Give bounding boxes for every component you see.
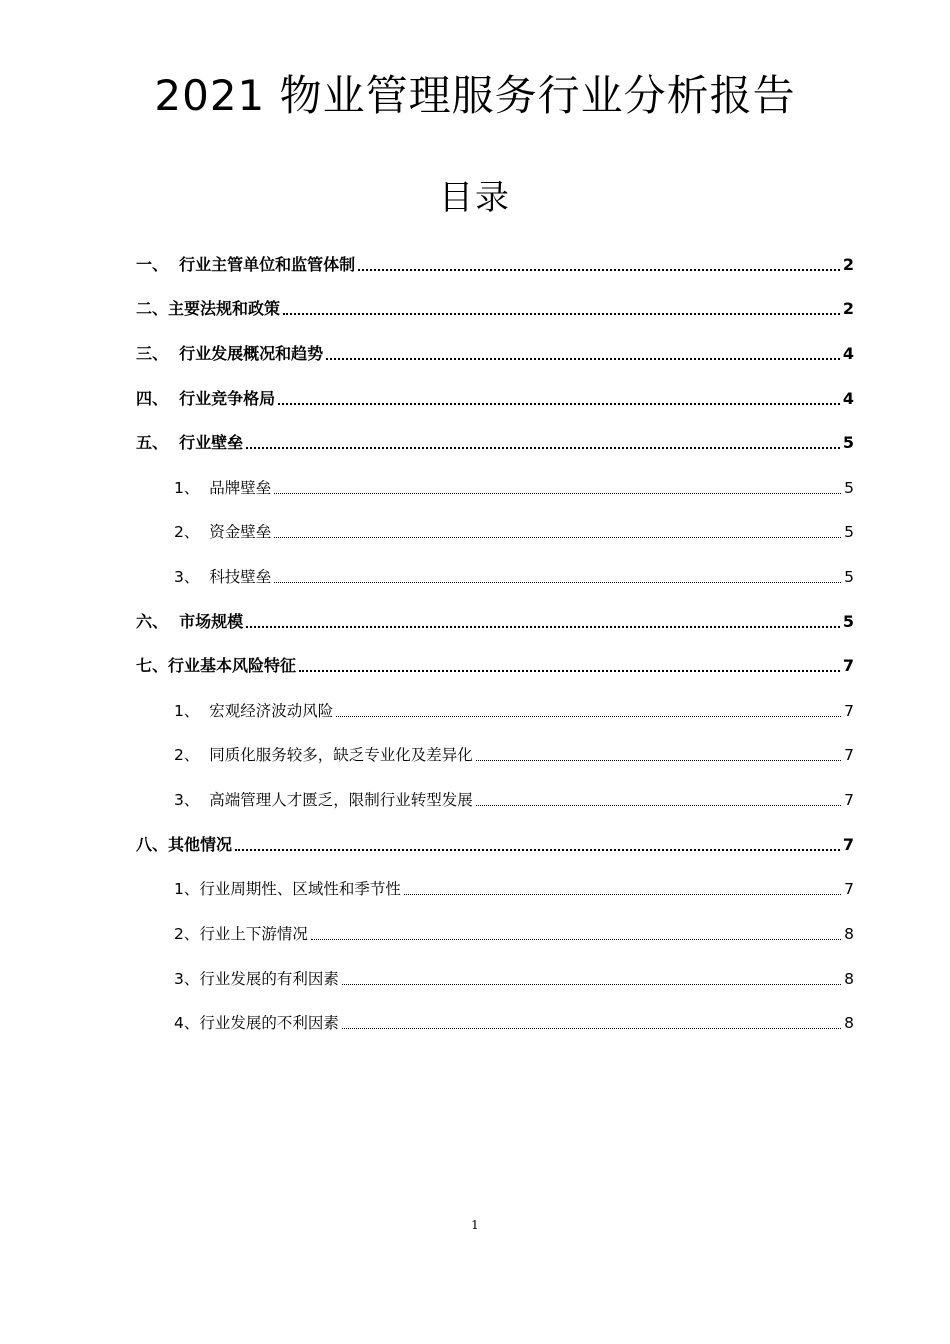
toc-entry-number: 4、 <box>174 1014 200 1032</box>
toc-entry-number: 3、 <box>174 791 210 809</box>
toc-entry-number: 3、 <box>174 568 210 586</box>
toc-entry-page: 4 <box>842 389 854 408</box>
toc-entry-label: 行业竞争格局 <box>179 389 276 408</box>
toc-entry-number: 1、 <box>174 702 210 720</box>
toc-heading: 目录 <box>439 178 511 218</box>
toc-leader <box>246 447 840 449</box>
toc-subentry[interactable] <box>174 877 854 901</box>
toc-entry-label: 行业壁垒 <box>179 433 244 452</box>
toc-entry-label: 行业主管单位和监管体制 <box>179 255 356 274</box>
toc-entry-label: 行业发展的有利因素 <box>199 970 339 988</box>
toc-entry[interactable] <box>136 610 854 634</box>
toc-entry-label: 高端管理人才匮乏，限制行业转型发展 <box>209 791 473 809</box>
toc-entry-number: 二、 <box>136 299 169 318</box>
toc-subentry[interactable] <box>174 788 854 812</box>
toc-entry-number: 四、 <box>136 389 180 408</box>
toc-entry-page: 7 <box>844 880 854 898</box>
toc-entry-page: 4 <box>842 344 854 363</box>
toc-leader <box>342 1028 841 1029</box>
toc-entry-number: 六、 <box>136 612 180 631</box>
toc-entry-label: 行业基本风险特征 <box>168 656 297 675</box>
toc-entry-number: 2、 <box>174 746 210 764</box>
page-number: 1 <box>471 1218 479 1232</box>
toc-entry-page: 2 <box>842 255 854 274</box>
toc-leader <box>246 626 840 628</box>
toc-entry-number: 五、 <box>136 433 180 452</box>
toc-entry[interactable] <box>136 253 854 277</box>
toc-leader <box>404 894 841 895</box>
toc-entry-number: 三、 <box>136 344 180 363</box>
toc-entry-label: 市场规模 <box>179 612 244 631</box>
toc-leader <box>274 537 841 538</box>
toc-entry-label: 同质化服务较多，缺乏专业化及差异化 <box>209 746 473 764</box>
toc-leader <box>235 849 840 851</box>
toc-entry-page: 8 <box>844 970 854 988</box>
toc-entry-number: 八、 <box>136 835 169 854</box>
toc-entry-page: 7 <box>844 746 854 764</box>
toc-entry-label: 资金壁垒 <box>209 523 272 541</box>
toc-entry-label: 行业周期性、区域性和季节性 <box>199 880 401 898</box>
toc-leader <box>326 358 840 360</box>
toc-entry-number: 3、 <box>174 970 200 988</box>
toc-entry-number: 1、 <box>174 479 210 497</box>
document-title: 2021 物业管理服务行业分析报告 <box>154 71 796 120</box>
toc-entry-number: 七、 <box>136 656 169 675</box>
toc-entry-label: 行业发展的不利因素 <box>199 1014 339 1032</box>
toc-entry[interactable] <box>136 387 854 411</box>
toc-entry-label: 科技壁垒 <box>209 568 272 586</box>
toc-subentry[interactable] <box>174 520 854 544</box>
toc-entry-page: 8 <box>844 925 854 943</box>
toc-leader <box>283 313 840 315</box>
toc-entry-label: 品牌壁垒 <box>209 479 272 497</box>
toc-entry-label: 行业发展概况和趋势 <box>179 344 324 363</box>
toc-leader <box>476 805 841 806</box>
toc-entry-page: 5 <box>844 479 854 497</box>
toc-leader <box>358 269 840 271</box>
toc-entry[interactable] <box>136 654 854 678</box>
toc-subentry[interactable] <box>174 743 854 767</box>
toc-entry-page: 5 <box>844 568 854 586</box>
toc-entry[interactable] <box>136 297 854 321</box>
toc-leader <box>299 670 840 672</box>
toc-entry-label: 其他情况 <box>168 835 233 854</box>
toc-leader <box>342 984 841 985</box>
toc-entry-page: 5 <box>842 433 854 452</box>
toc-subentry[interactable] <box>174 1011 854 1035</box>
toc-entry-page: 7 <box>844 791 854 809</box>
toc-entry-number: 2、 <box>174 925 200 943</box>
toc-entry-page: 7 <box>842 835 854 854</box>
toc-leader <box>278 403 840 405</box>
toc-subentry[interactable] <box>174 922 854 946</box>
toc-subentry[interactable] <box>174 699 854 723</box>
toc-entry-page: 5 <box>842 612 854 631</box>
toc-entry[interactable] <box>136 342 854 366</box>
toc-entry-page: 5 <box>844 523 854 541</box>
toc-subentry[interactable] <box>174 565 854 589</box>
toc-entry-number: 一、 <box>136 255 180 274</box>
toc-entry-page: 2 <box>842 299 854 318</box>
toc-entry-page: 7 <box>842 656 854 675</box>
toc-entry-label: 行业上下游情况 <box>199 925 308 943</box>
toc-entry-number: 1、 <box>174 880 200 898</box>
toc-subentry[interactable] <box>174 967 854 991</box>
toc-leader <box>274 493 841 494</box>
toc-entry-label: 主要法规和政策 <box>168 299 281 318</box>
toc-leader <box>476 760 841 761</box>
toc-leader <box>336 716 841 717</box>
toc-entry-page: 8 <box>844 1014 854 1032</box>
toc-entry[interactable] <box>136 431 854 455</box>
toc-leader <box>311 939 841 940</box>
toc-entry[interactable] <box>136 833 854 857</box>
toc-entry-label: 宏观经济波动风险 <box>209 702 334 720</box>
toc-subentry[interactable] <box>174 476 854 500</box>
toc-leader <box>274 582 841 583</box>
toc-entry-number: 2、 <box>174 523 210 541</box>
toc-entry-page: 7 <box>844 702 854 720</box>
